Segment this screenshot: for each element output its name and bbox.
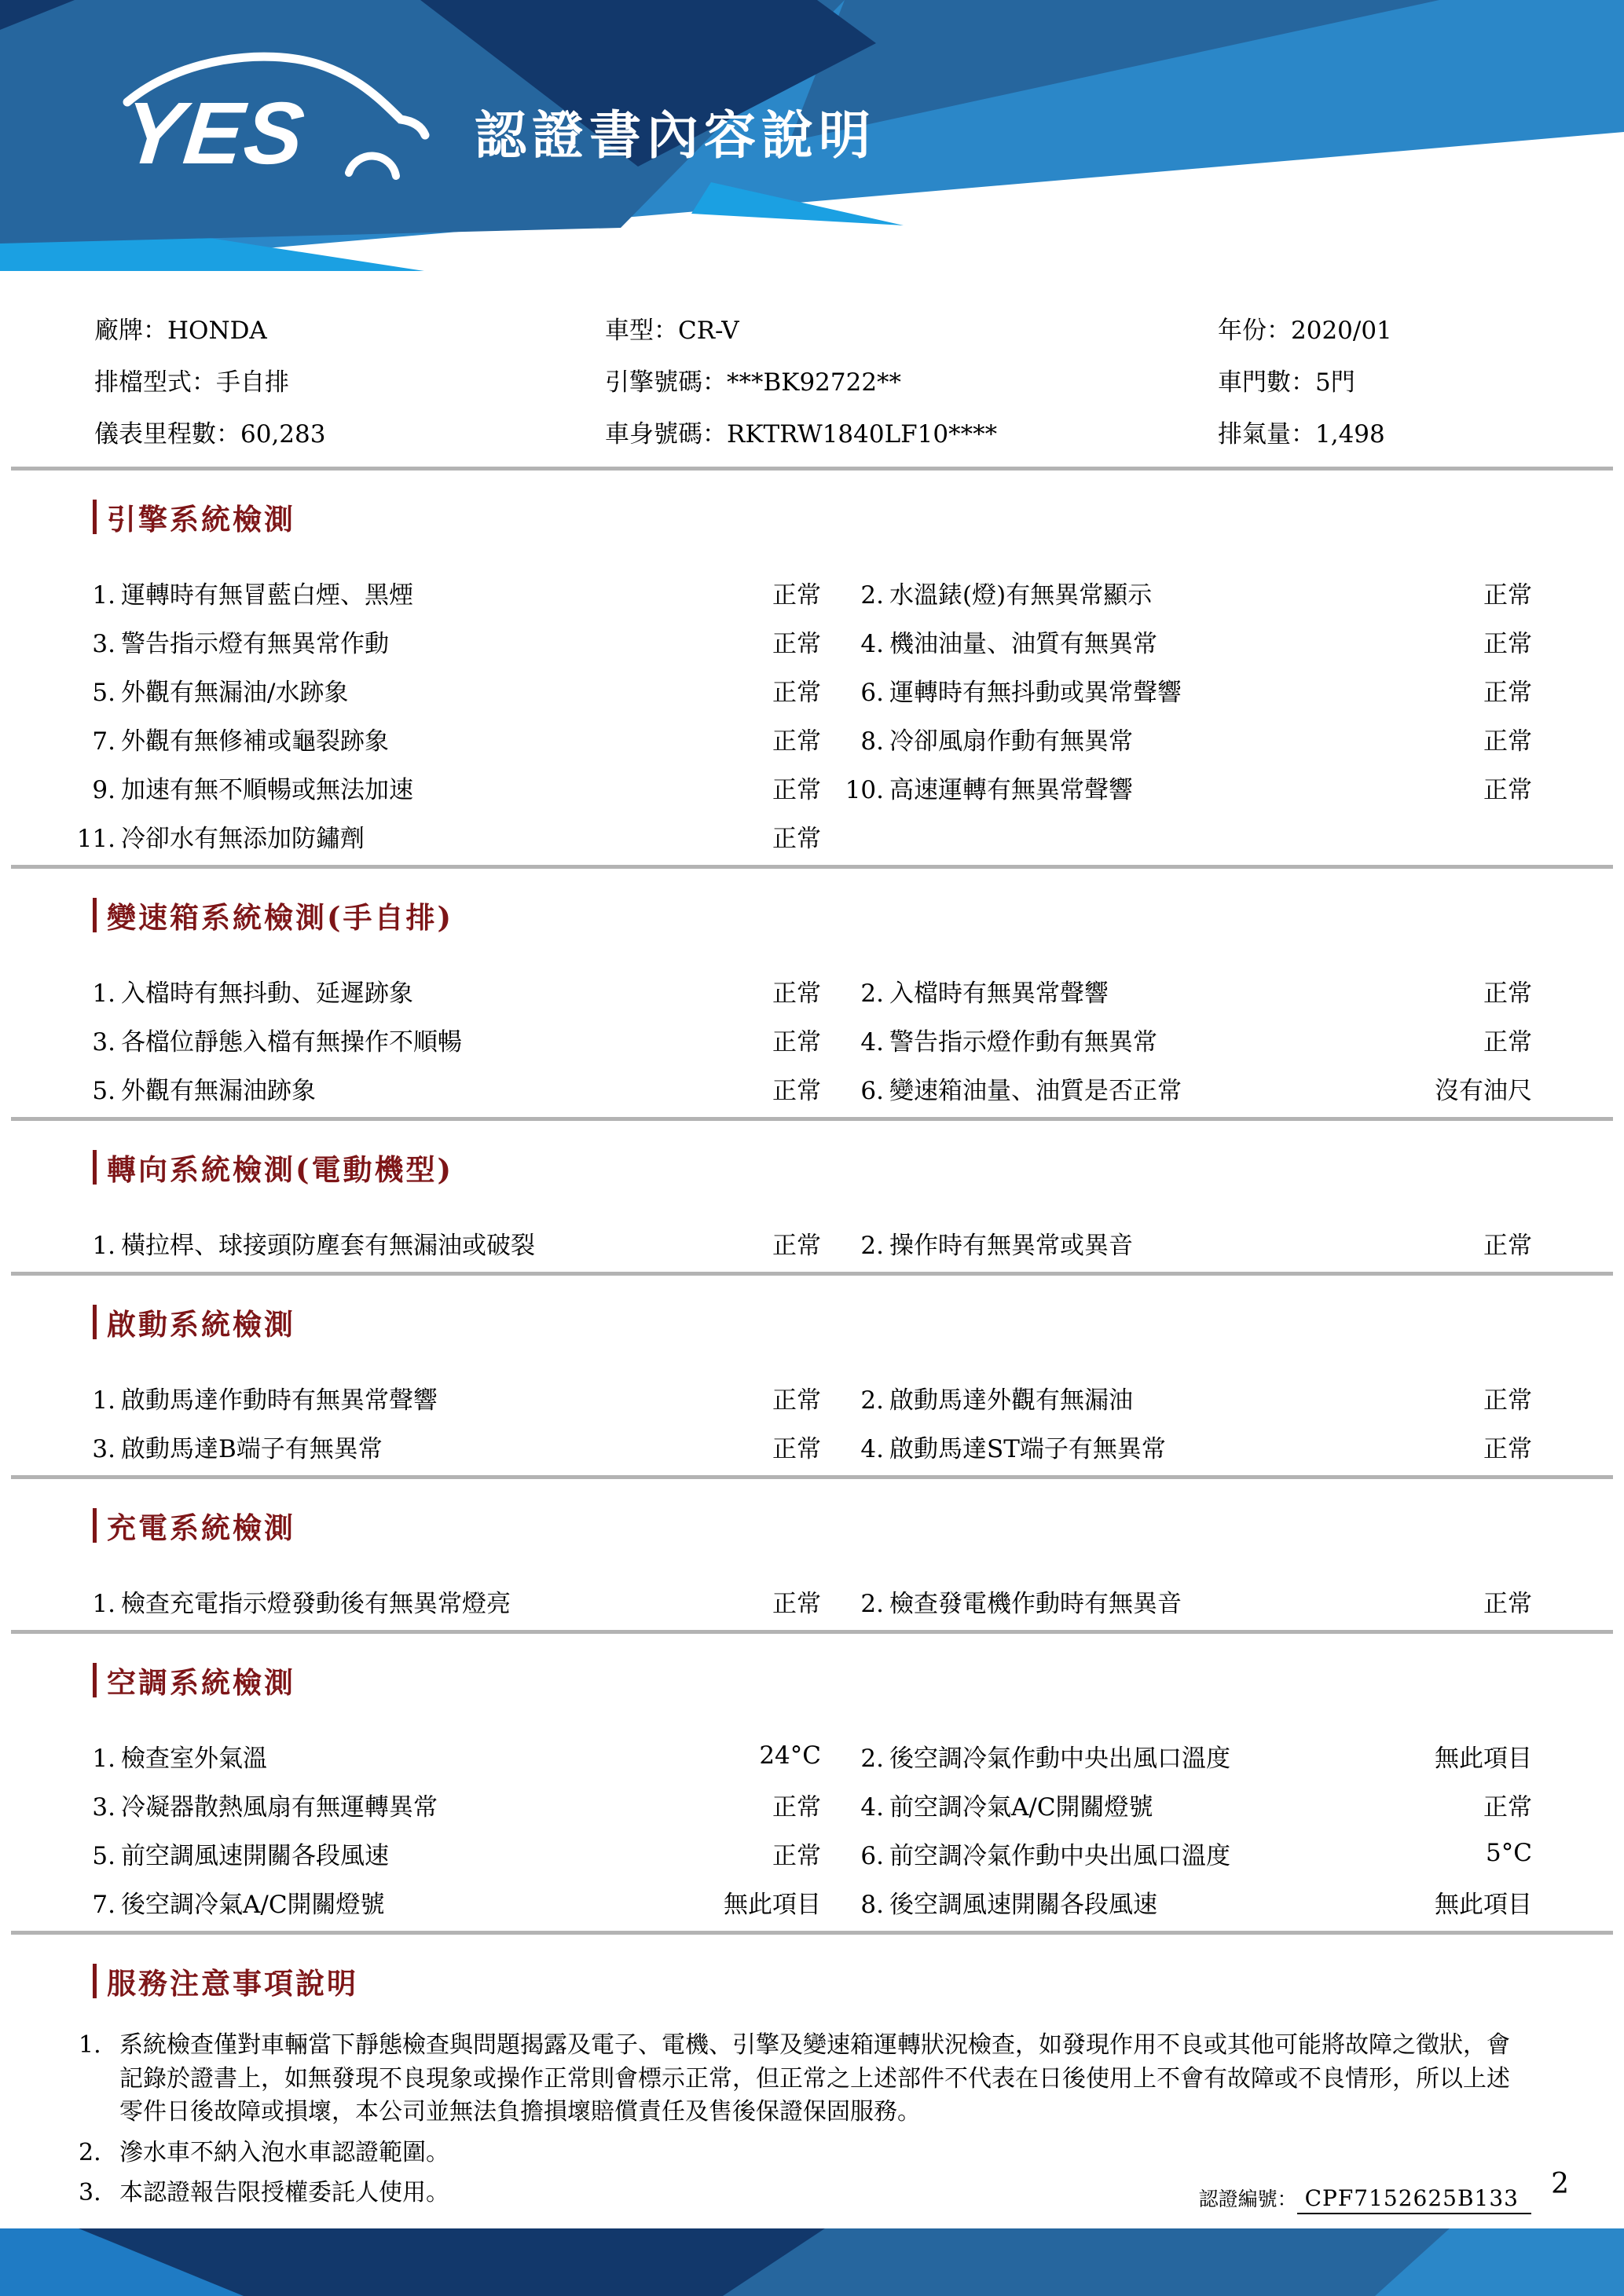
inspection-items: [0, 966, 1624, 1112]
item-text: 橫拉桿、球接頭防塵套有無漏油或破裂: [121, 1231, 535, 1260]
item-number: 5.: [92, 1841, 115, 1870]
inspection-section: [0, 1659, 1624, 1935]
item-text: 後空調冷氣A/C開關燈號: [121, 1890, 385, 1919]
item-text: 冷凝器散熱風扇有無運轉異常: [121, 1792, 438, 1822]
item-text: 運轉時有無抖動或異常聲響: [889, 678, 1182, 707]
footer-graphic: [0, 2228, 1624, 2296]
item-result: 正常: [1483, 1231, 1532, 1260]
inspection-item: [821, 1836, 1296, 1871]
logo-text: YES: [119, 84, 310, 182]
section-title-text: 變速箱系統檢測(手自排): [107, 900, 454, 935]
item-result: 正常: [772, 979, 821, 1008]
item-number: 7.: [92, 727, 115, 756]
info-value: 手自排: [216, 368, 289, 397]
info-label: 年份：: [1218, 317, 1291, 345]
item-number: 2.: [860, 1231, 884, 1260]
inspection-item: [75, 973, 515, 1009]
item-number: 6.: [860, 1076, 884, 1105]
item-text: 機油油量、油質有無異常: [889, 629, 1157, 658]
item-number: 2.: [860, 1386, 884, 1415]
note-number: 2.: [79, 2138, 101, 2166]
inspection-item: [75, 1836, 515, 1871]
item-result: 正常: [1483, 629, 1532, 658]
item-number: 2.: [860, 1744, 884, 1773]
inspection-items: [0, 1218, 1624, 1267]
item-text: 啟動馬達作動時有無異常聲響: [121, 1386, 438, 1415]
item-result: 正常: [1483, 580, 1532, 610]
item-result: 正常: [772, 1076, 821, 1105]
section-title: [93, 1301, 1624, 1343]
item-result: 正常: [1483, 1792, 1532, 1822]
inspection-item: [821, 1787, 1296, 1822]
item-result: 正常: [1483, 1589, 1532, 1618]
info-label: 引擎號碼：: [605, 368, 727, 397]
inspection-item: [75, 818, 515, 854]
inspection-section: [0, 1504, 1624, 1634]
inspection-item: [821, 770, 1296, 805]
item-number: 7.: [92, 1890, 115, 1919]
inspection-item: [821, 721, 1296, 756]
inspection-item: [821, 1429, 1296, 1464]
info-label: 排氣量：: [1218, 420, 1315, 449]
item-text: 後空調冷氣作動中央出風口溫度: [889, 1744, 1230, 1773]
item-text: 後空調風速開關各段風速: [889, 1890, 1157, 1919]
info-field: [1218, 362, 1577, 397]
note-number: 3.: [79, 2179, 101, 2207]
item-result: 24°C: [759, 1741, 821, 1770]
item-result: 正常: [772, 629, 821, 658]
inspection-section: [0, 894, 1624, 1121]
item-number: 3.: [92, 1792, 115, 1822]
header-banner: [0, 0, 1624, 271]
item-text: 外觀有無漏油/水跡象: [121, 678, 349, 707]
inspection-item: [75, 1225, 535, 1261]
section-title-text: 充電系統檢測: [107, 1511, 295, 1545]
item-number: 1.: [92, 1589, 115, 1618]
item-number: 10.: [845, 775, 884, 804]
item-number: 3.: [92, 1027, 115, 1056]
note-number: 1.: [79, 2031, 101, 2059]
section-title-bar: [93, 898, 97, 932]
item-text: 加速有無不順暢或無法加速: [121, 775, 413, 804]
item-number: 6.: [860, 678, 884, 707]
section-title-text: 空調系統檢測: [107, 1665, 295, 1700]
item-number: 1.: [92, 1386, 115, 1415]
section-title-bar: [93, 1508, 97, 1543]
item-text: 水溫錶(燈)有無異常顯示: [889, 580, 1153, 610]
item-number: 6.: [860, 1841, 884, 1870]
info-label: 排檔型式：: [94, 368, 216, 397]
section-title-text: 引擎系統檢測: [107, 502, 295, 536]
item-text: 操作時有無異常或異音: [889, 1231, 1133, 1260]
item-number: 5.: [92, 1076, 115, 1105]
inspection-item: [75, 624, 515, 659]
inspection-item: [821, 1225, 1296, 1261]
inspection-item: [75, 1071, 515, 1106]
info-value: ***BK92722**: [727, 368, 902, 397]
item-result: 正常: [1483, 1386, 1532, 1415]
info-value: 1,498: [1315, 420, 1385, 449]
info-field: [94, 310, 605, 346]
divider: [11, 1272, 1613, 1276]
inspection-section: [0, 1146, 1624, 1276]
item-result: 正常: [772, 1792, 821, 1822]
divider: [11, 1117, 1613, 1121]
inspection-item: [75, 770, 515, 805]
item-text: 警告指示燈作動有無異常: [889, 1027, 1157, 1056]
info-field: [605, 310, 1218, 346]
item-text: 外觀有無漏油跡象: [121, 1076, 316, 1105]
inspection-item: [75, 672, 515, 708]
item-number: 2.: [860, 580, 884, 610]
divider: [11, 1931, 1613, 1935]
item-number: 1.: [92, 1744, 115, 1773]
inspection-items: [0, 568, 1624, 860]
inspection-item: [821, 1884, 1296, 1920]
info-value: 2020/01: [1291, 317, 1392, 345]
inspection-item: [821, 1022, 1296, 1057]
item-text: 入檔時有無異常聲響: [889, 979, 1109, 1008]
item-result: 正常: [772, 1589, 821, 1618]
section-title-text: 啟動系統檢測: [107, 1307, 295, 1342]
note-text: 系統檢查僅對車輛當下靜態檢查與問題揭露及電子、電機、引擎及變速箱運轉狀況檢查，如發現作用不良或其他可能將故障之徵狀，會記錄於證書上，如無發現不良現象或操作正常則會標示正常，但正常之上述部件不代表在日後使用上不會有故障或不良情形，所以上述零件日後故障或損壞，本公司並無法負擔損壞賠償責任及售後保證保固服務。: [119, 2031, 1510, 2126]
item-text: 變速箱油量、油質是否正常: [889, 1076, 1182, 1105]
inspection-items: [0, 1373, 1624, 1470]
item-text: 啟動馬達外觀有無漏油: [889, 1386, 1133, 1415]
item-number: 4.: [860, 1434, 884, 1463]
item-number: 4.: [860, 1792, 884, 1822]
page-title: 認證書內容說明: [475, 105, 876, 164]
section-title-text: 轉向系統檢測(電動機型): [107, 1152, 454, 1187]
note-item: [0, 2137, 1624, 2170]
certificate-number-row: [1199, 2184, 1531, 2212]
section-title: [93, 1146, 1624, 1188]
info-field: [605, 414, 1218, 449]
info-field: [1218, 414, 1577, 449]
item-text: 前空調冷氣作動中央出風口溫度: [889, 1841, 1230, 1870]
info-field: [1218, 310, 1577, 346]
item-number: 2.: [860, 1589, 884, 1618]
item-number: 8.: [860, 1890, 884, 1919]
divider: [11, 1475, 1613, 1479]
item-text: 前空調風速開關各段風速: [121, 1841, 389, 1870]
item-result: 正常: [1483, 775, 1532, 804]
item-text: 前空調冷氣A/C開關燈號: [889, 1792, 1153, 1822]
section-title: [93, 894, 1624, 936]
item-number: 1.: [92, 580, 115, 610]
info-label: 廠牌：: [94, 317, 167, 345]
item-text: 入檔時有無抖動、延遲跡象: [121, 979, 413, 1008]
divider: [11, 865, 1613, 869]
section-title: [93, 1504, 1624, 1547]
inspection-item: [75, 1738, 515, 1774]
inspection-item: [75, 1884, 515, 1920]
info-field: [94, 362, 605, 397]
item-result: 正常: [772, 775, 821, 804]
item-number: 8.: [860, 727, 884, 756]
item-number: 9.: [92, 775, 115, 804]
inspection-section: [0, 496, 1624, 869]
banner-content: [116, 41, 876, 190]
item-result: 無此項目: [724, 1890, 821, 1919]
section-title-bar: [93, 1663, 97, 1697]
inspection-item: [821, 973, 1296, 1009]
inspection-item: [821, 1071, 1296, 1106]
inspection-items: [0, 1576, 1624, 1625]
item-text: 檢查室外氣溫: [121, 1744, 267, 1773]
item-result: 無此項目: [1435, 1744, 1532, 1773]
item-result: 正常: [1483, 678, 1532, 707]
item-number: 1.: [92, 1231, 115, 1260]
section-title-text: 服務注意事項說明: [107, 1966, 358, 2001]
item-text: 檢查發電機作動時有無異音: [889, 1589, 1182, 1618]
item-number: 4.: [860, 1027, 884, 1056]
item-result: 正常: [772, 1434, 821, 1463]
section-title: [93, 1659, 1624, 1701]
inspection-item: [75, 1584, 515, 1619]
certificate-number-label: 認證編號：: [1198, 2187, 1297, 2210]
item-text: 冷卻風扇作動有無異常: [889, 727, 1133, 756]
divider: [11, 467, 1613, 471]
info-value: 5門: [1315, 368, 1355, 397]
info-value: CR-V: [678, 317, 739, 345]
inspection-item: [75, 1787, 515, 1822]
certificate-number: CPF7152625B133: [1297, 2185, 1531, 2214]
inspection-item: [821, 672, 1296, 708]
section-title-bar: [93, 500, 97, 534]
item-result: 正常: [772, 1386, 821, 1415]
section-title-bar: [93, 1964, 97, 1998]
inspection-item: [821, 1380, 1296, 1415]
note-text: 滲水車不納入泡水車認證範圍。: [119, 2138, 449, 2166]
item-text: 各檔位靜態入檔有無操作不順暢: [121, 1027, 462, 1056]
section-title-bar: [93, 1305, 97, 1339]
info-value: HONDA: [167, 317, 267, 345]
note-text: 本認證報告限授權委託人使用。: [119, 2179, 449, 2207]
item-text: 外觀有無修補或龜裂跡象: [121, 727, 389, 756]
item-result: 正常: [772, 1027, 821, 1056]
item-number: 2.: [860, 979, 884, 1008]
item-text: 啟動馬達ST端子有無異常: [889, 1434, 1166, 1463]
info-label: 車門數：: [1218, 368, 1315, 397]
info-value: RKTRW1840LF10****: [727, 420, 998, 449]
item-text: 運轉時有無冒藍白煙、黑煙: [121, 580, 413, 610]
section-title-bar: [93, 1150, 97, 1185]
item-text: 檢查充電指示燈發動後有無異常燈亮: [121, 1589, 511, 1618]
item-result: 正常: [772, 1231, 821, 1260]
inspection-section: [0, 1301, 1624, 1479]
yes-logo: [116, 41, 431, 190]
inspection-item: [821, 624, 1296, 659]
info-label: 車身號碼：: [605, 420, 727, 449]
item-result: 正常: [772, 580, 821, 610]
info-field: [94, 414, 605, 449]
item-number: 11.: [76, 824, 115, 853]
item-result: 正常: [1483, 1434, 1532, 1463]
service-notes: [0, 1960, 1624, 2214]
page-number: 2: [1551, 2168, 1569, 2200]
item-result: 正常: [1483, 1027, 1532, 1056]
item-result: 正常: [772, 678, 821, 707]
item-text: 冷卻水有無添加防鏽劑: [121, 824, 365, 853]
inspection-item: [75, 721, 515, 756]
item-number: 3.: [92, 629, 115, 658]
footer-banner: [0, 2228, 1624, 2296]
inspection-item: [75, 1429, 515, 1464]
info-label: 車型：: [605, 317, 678, 345]
item-number: 5.: [92, 678, 115, 707]
inspection-item: [821, 1584, 1296, 1619]
item-result: 無此項目: [1435, 1890, 1532, 1919]
inspection-item: [821, 575, 1296, 610]
inspection-items: [0, 1731, 1624, 1926]
item-text: 高速運轉有無異常聲響: [889, 775, 1133, 804]
item-result: 正常: [772, 1841, 821, 1870]
item-result: 正常: [772, 727, 821, 756]
item-number: 1.: [92, 979, 115, 1008]
item-result: 正常: [1483, 727, 1532, 756]
info-value: 60,283: [240, 420, 326, 449]
item-number: 3.: [92, 1434, 115, 1463]
note-item: [0, 2029, 1624, 2129]
info-label: 儀表里程數：: [94, 420, 240, 449]
section-title: [93, 496, 1624, 538]
item-result: 沒有油尺: [1435, 1076, 1532, 1105]
inspection-item: [75, 1380, 515, 1415]
inspection-item: [821, 1738, 1296, 1774]
item-text: 啟動馬達B端子有無異常: [121, 1434, 383, 1463]
item-result: 正常: [772, 824, 821, 853]
item-number: 4.: [860, 629, 884, 658]
inspection-item: [75, 575, 515, 610]
item-text: 警告指示燈有無異常作動: [121, 629, 389, 658]
item-result: 正常: [1483, 979, 1532, 1008]
inspection-item: [75, 1022, 515, 1057]
info-field: [605, 362, 1218, 397]
divider: [11, 1630, 1613, 1634]
item-result: 5°C: [1486, 1839, 1532, 1867]
section-title: [93, 1960, 1624, 2002]
vehicle-info: [0, 310, 1624, 449]
